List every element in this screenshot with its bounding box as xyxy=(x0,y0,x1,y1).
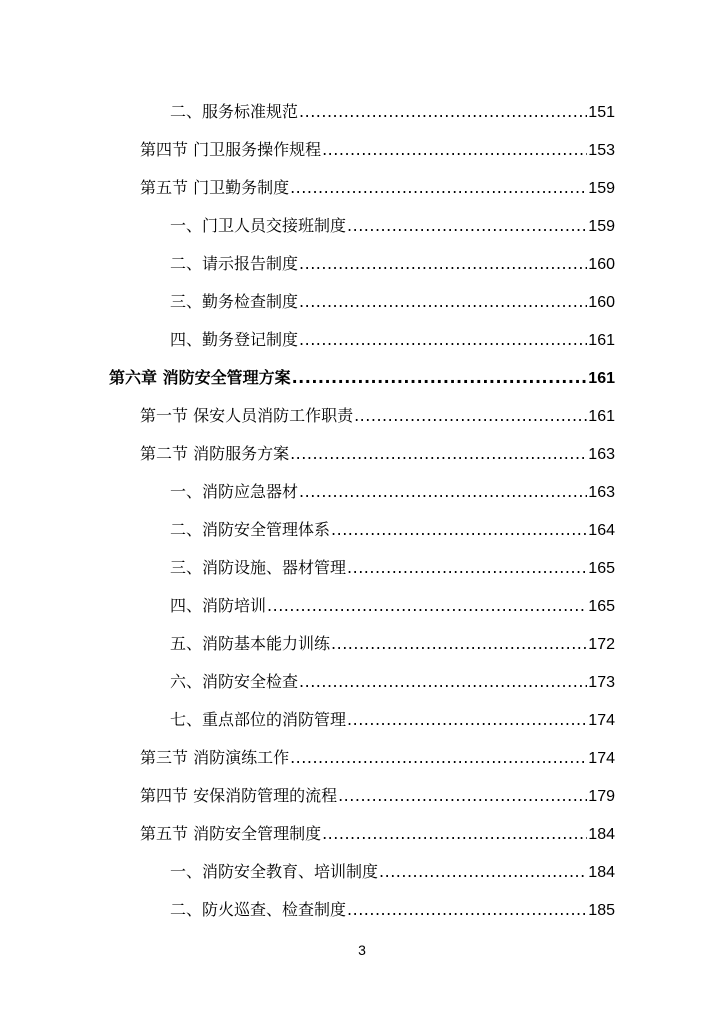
toc-entry-page-number: 163 xyxy=(588,484,615,501)
dot-leader xyxy=(299,480,587,504)
toc-entry-page-number: 174 xyxy=(588,712,615,729)
toc-entry-page-number: 153 xyxy=(588,142,615,159)
toc-entry[interactable] xyxy=(170,898,615,922)
toc-entry[interactable] xyxy=(109,366,615,390)
toc-entry-page-number: 174 xyxy=(588,750,615,767)
dot-leader xyxy=(322,138,587,162)
dot-leader xyxy=(347,708,587,732)
dot-leader xyxy=(379,860,587,884)
toc-entry-title: 五、消防基本能力训练 xyxy=(170,634,331,653)
dot-leader xyxy=(292,366,588,390)
toc-entry-page-number: 151 xyxy=(588,104,615,121)
toc-entry-title: 四、消防培训 xyxy=(170,596,267,615)
toc-entry[interactable] xyxy=(170,632,615,656)
dot-leader xyxy=(299,290,587,314)
toc-entry[interactable] xyxy=(170,214,615,238)
toc-entry-page-number: 163 xyxy=(588,446,615,463)
toc-entry[interactable] xyxy=(140,404,615,428)
toc-entry-page-number: 172 xyxy=(588,636,615,653)
toc-entry-page-number: 165 xyxy=(588,560,615,577)
toc-entry-page-number: 184 xyxy=(588,826,615,843)
toc-entry-title: 二、消防安全管理体系 xyxy=(170,520,331,539)
toc-entry-page-number: 161 xyxy=(588,370,615,387)
dot-leader xyxy=(299,252,587,276)
toc-entry-page-number: 184 xyxy=(588,864,615,881)
toc-entry-title: 第三节 消防演练工作 xyxy=(140,748,290,767)
toc-entry-title: 第一节 保安人员消防工作职责 xyxy=(140,406,354,425)
toc-entry-page-number: 161 xyxy=(588,332,615,349)
dot-leader xyxy=(322,822,587,846)
dot-leader xyxy=(347,898,587,922)
toc-entry[interactable] xyxy=(170,328,615,352)
toc-entry-title: 四、勤务登记制度 xyxy=(170,330,299,349)
toc-entry-title: 第二节 消防服务方案 xyxy=(140,444,290,463)
dot-leader xyxy=(354,404,587,428)
toc-entry-title: 第四节 安保消防管理的流程 xyxy=(140,786,338,805)
toc-entry[interactable] xyxy=(140,138,615,162)
toc-entry-title: 第五节 门卫勤务制度 xyxy=(140,178,290,197)
dot-leader xyxy=(331,518,587,542)
toc-entry-title: 二、服务标准规范 xyxy=(170,102,299,121)
toc-entry[interactable] xyxy=(170,708,615,732)
toc-entry-title: 七、重点部位的消防管理 xyxy=(170,710,347,729)
toc-entry[interactable] xyxy=(170,518,615,542)
toc-entry-title: 六、消防安全检查 xyxy=(170,672,299,691)
dot-leader xyxy=(290,176,587,200)
toc-entry[interactable] xyxy=(140,442,615,466)
toc-entry-title: 一、门卫人员交接班制度 xyxy=(170,216,347,235)
toc-entry[interactable] xyxy=(140,822,615,846)
toc-entry-title: 第五节 消防安全管理制度 xyxy=(140,824,322,843)
toc-entry[interactable] xyxy=(170,670,615,694)
dot-leader xyxy=(299,670,587,694)
toc-entry[interactable] xyxy=(170,594,615,618)
toc-entry-title: 二、请示报告制度 xyxy=(170,254,299,273)
dot-leader xyxy=(347,214,587,238)
toc-entry[interactable] xyxy=(170,290,615,314)
toc-entry[interactable] xyxy=(170,100,615,124)
toc-entry-page-number: 185 xyxy=(588,902,615,919)
toc-entry-title: 一、消防安全教育、培训制度 xyxy=(170,862,379,881)
toc-entry-page-number: 179 xyxy=(588,788,615,805)
toc-entry-page-number: 160 xyxy=(588,256,615,273)
toc-entry[interactable] xyxy=(140,784,615,808)
dot-leader xyxy=(338,784,587,808)
toc-entry-title: 二、防火巡查、检查制度 xyxy=(170,900,347,919)
toc-entry-page-number: 159 xyxy=(588,180,615,197)
toc-entry-title: 第六章 消防安全管理方案 xyxy=(109,368,291,387)
toc-entry[interactable] xyxy=(170,556,615,580)
toc-entry[interactable] xyxy=(140,746,615,770)
dot-leader xyxy=(290,746,587,770)
toc-entry-page-number: 165 xyxy=(588,598,615,615)
toc-entry-page-number: 161 xyxy=(588,408,615,425)
toc-entry[interactable] xyxy=(170,252,615,276)
toc-entry-page-number: 160 xyxy=(588,294,615,311)
dot-leader xyxy=(267,594,587,618)
toc-entry-title: 三、消防设施、器材管理 xyxy=(170,558,347,577)
toc-entry-page-number: 173 xyxy=(588,674,615,691)
dot-leader xyxy=(331,632,587,656)
toc-entry[interactable] xyxy=(140,176,615,200)
page-number: 3 xyxy=(358,942,366,958)
toc-entry-title: 三、勤务检查制度 xyxy=(170,292,299,311)
dot-leader xyxy=(299,100,587,124)
toc-entry-title: 一、消防应急器材 xyxy=(170,482,299,501)
toc-entry[interactable] xyxy=(170,480,615,504)
toc-entry-page-number: 159 xyxy=(588,218,615,235)
toc-entry-title: 第四节 门卫服务操作规程 xyxy=(140,140,322,159)
dot-leader xyxy=(347,556,587,580)
dot-leader xyxy=(290,442,587,466)
toc-entry[interactable] xyxy=(170,860,615,884)
dot-leader xyxy=(299,328,587,352)
toc-entry-page-number: 164 xyxy=(588,522,615,539)
